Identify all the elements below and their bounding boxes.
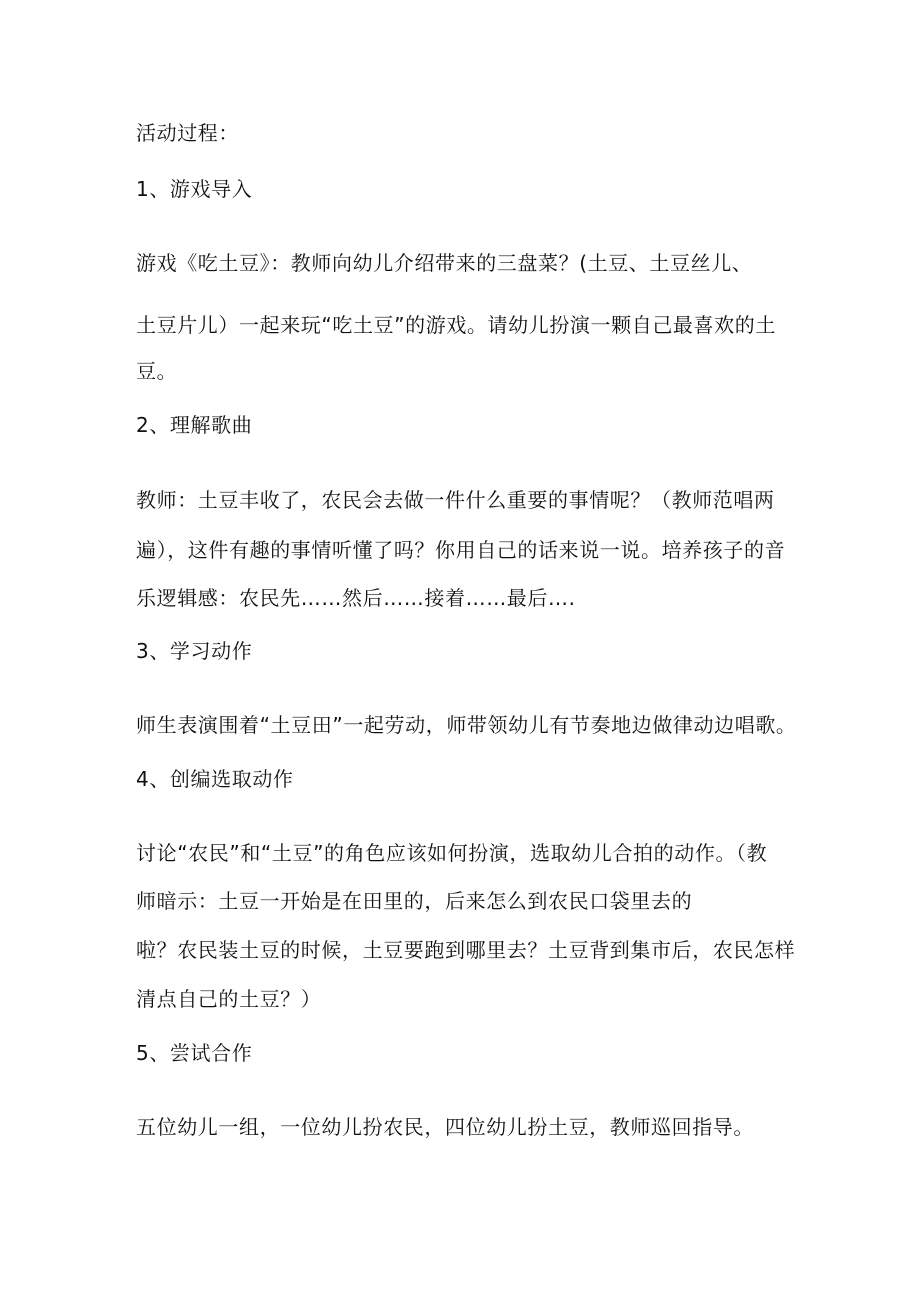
section-4-heading: 4、创编选取动作 <box>136 767 294 791</box>
section-2-heading: 2、理解歌曲 <box>136 413 253 437</box>
section-4-line-3: 啦？农民装土豆的时候，土豆要跑到哪里去？土豆背到集市后，农民怎样 <box>136 938 796 962</box>
section-2-line-1: 教师：土豆丰收了，农民会去做一件什么重要的事情呢？（教师范唱两 <box>136 488 775 512</box>
section-1-heading: 1、游戏导入 <box>136 177 253 201</box>
section-2-line-3: 乐逻辑感：农民先……然后……接着……最后…. <box>136 586 576 610</box>
section-3-heading: 3、学习动作 <box>136 639 253 663</box>
document-title: 活动过程： <box>136 121 239 145</box>
section-5-line-1: 五位幼儿一组，一位幼儿扮农民，四位幼儿扮土豆，教师巡回指导。 <box>136 1115 754 1139</box>
section-4-line-4: 清点自己的土豆？） <box>136 987 322 1011</box>
section-5-heading: 5、尝试合作 <box>136 1041 253 1065</box>
section-1-line-1: 游戏《吃土豆》：教师向幼儿介绍带来的三盘菜？(土豆、土豆丝儿、 <box>136 251 753 275</box>
section-1-line-3: 豆。 <box>136 359 178 383</box>
section-2-line-2: 遍），这件有趣的事情听懂了吗？你用自己的话来说一说。培养孩子的音 <box>136 538 786 562</box>
section-1-line-2: 土豆片儿）一起来玩“吃土豆”的游戏。请幼儿扮演一颗自己最喜欢的土 <box>136 313 776 337</box>
section-4-line-2: 师暗示：土豆一开始是在田里的，后来怎么到农民口袋里去的 <box>136 889 693 913</box>
section-4-line-1: 讨论“农民”和“土豆”的角色应该如何扮演，选取幼儿合拍的动作。（教 <box>136 841 768 865</box>
section-3-line-1: 师生表演围着“土豆田”一起劳动，师带领幼儿有节奏地边做律动边唱歌。 <box>136 713 797 737</box>
